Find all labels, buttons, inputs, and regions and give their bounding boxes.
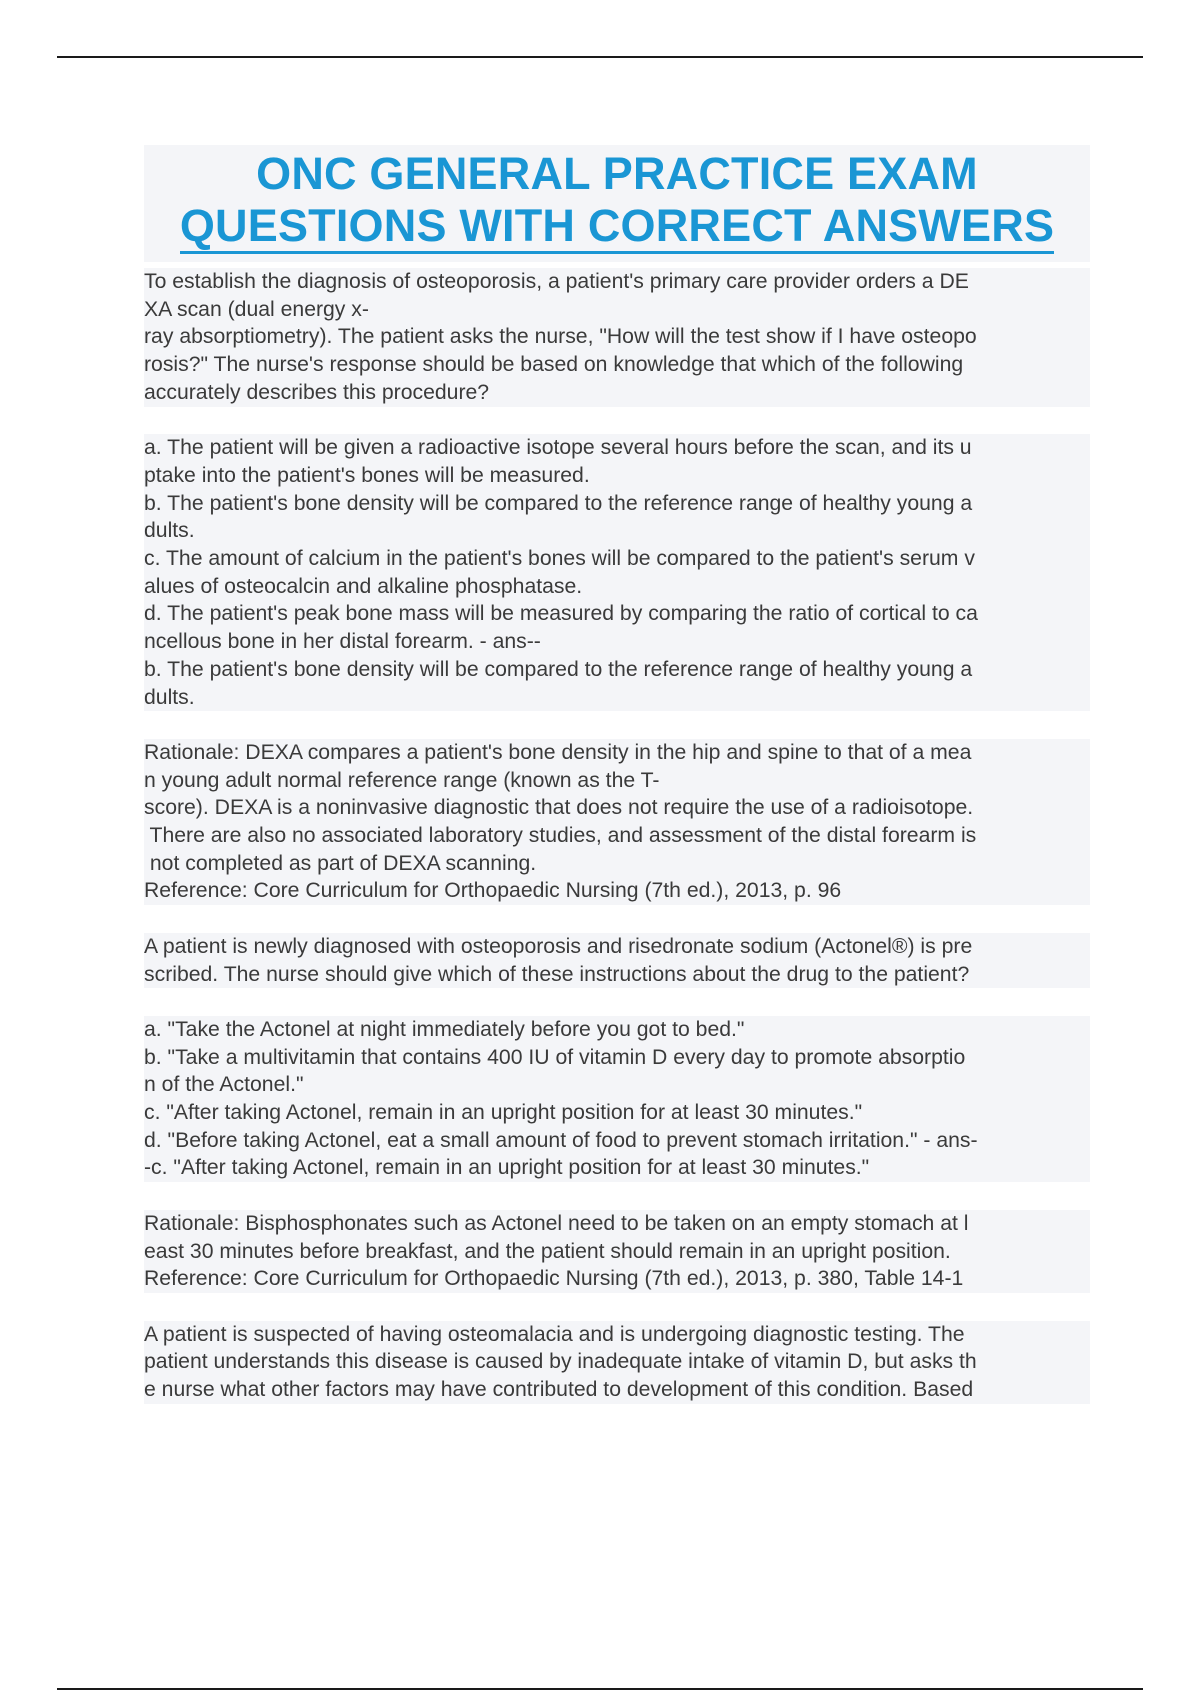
text-line: not completed as part of DEXA scanning. [144, 850, 1090, 878]
text-line: accurately describes this procedure? [144, 379, 1090, 407]
text-line: XA scan (dual energy x- [144, 296, 1090, 324]
text-line: d. The patient's peak bone mass will be measured by comparing the ratio of cortical to ca [144, 600, 1090, 628]
text-line: A patient is newly diagnosed with osteoporosis and risedronate sodium (Actonel®) is pre [144, 933, 1090, 961]
blank-line [144, 905, 1090, 933]
text-line: Rationale: DEXA compares a patient's bone density in the hip and spine to that of a mea [144, 739, 1090, 767]
text-line: ncellous bone in her distal forearm. - ans-- [144, 628, 1090, 656]
text-line: alues of osteocalcin and alkaline phosphatase. [144, 573, 1090, 601]
text-line: A patient is suspected of having osteomalacia and is undergoing diagnostic testing. The [144, 1321, 1090, 1349]
text-line: -c. "After taking Actonel, remain in an upright position for at least 30 minutes." [144, 1154, 1090, 1182]
text-line: c. "After taking Actonel, remain in an upright position for at least 30 minutes." [144, 1099, 1090, 1127]
top-divider [57, 56, 1143, 58]
text-line: Rationale: Bisphosphonates such as Actonel need to be taken on an empty stomach at l [144, 1210, 1090, 1238]
text-line: ptake into the patient's bones will be measured. [144, 462, 1090, 490]
text-line: a. "Take the Actonel at night immediately before you got to bed." [144, 1016, 1090, 1044]
blank-line [144, 711, 1090, 739]
title-line-1: ONC GENERAL PRACTICE EXAM [256, 148, 978, 199]
bottom-divider [57, 1688, 1143, 1690]
text-line: e nurse what other factors may have contributed to development of this condition. Based [144, 1376, 1090, 1404]
text-line: d. "Before taking Actonel, eat a small amount of food to prevent stomach irritation." - ans- [144, 1127, 1090, 1155]
text-line: n young adult normal reference range (known as the T- [144, 767, 1090, 795]
text-line: To establish the diagnosis of osteoporosis, a patient's primary care provider orders a DE [144, 268, 1090, 296]
blank-line [144, 1182, 1090, 1210]
document-body [144, 268, 1090, 1404]
blank-line [144, 988, 1090, 1016]
text-line: dults. [144, 517, 1090, 545]
blank-line [144, 407, 1090, 435]
text-line: a. The patient will be given a radioactive isotope several hours before the scan, and its u [144, 434, 1090, 462]
text-line: b. The patient's bone density will be compared to the reference range of healthy young a [144, 656, 1090, 684]
text-line: There are also no associated laboratory studies, and assessment of the distal forearm is [144, 822, 1090, 850]
text-line: Reference: Core Curriculum for Orthopaedic Nursing (7th ed.), 2013, p. 380, Table 14-1 [144, 1265, 1090, 1293]
text-line: b. The patient's bone density will be compared to the reference range of healthy young a [144, 490, 1090, 518]
text-line: dults. [144, 684, 1090, 712]
text-line: scribed. The nurse should give which of these instructions about the drug to the patient? [144, 961, 1090, 989]
text-line: rosis?" The nurse's response should be based on knowledge that which of the following [144, 351, 1090, 379]
text-line: Reference: Core Curriculum for Orthopaedic Nursing (7th ed.), 2013, p. 96 [144, 877, 1090, 905]
blank-line [144, 1293, 1090, 1321]
title-line-2: QUESTIONS WITH CORRECT ANSWERS [180, 201, 1054, 254]
text-line: c. The amount of calcium in the patient's bones will be compared to the patient's serum v [144, 545, 1090, 573]
text-line: score). DEXA is a noninvasive diagnostic that does not require the use of a radioisotope. [144, 794, 1090, 822]
text-line: east 30 minutes before breakfast, and the patient should remain in an upright position. [144, 1238, 1090, 1266]
text-line: ray absorptiometry). The patient asks the nurse, "How will the test show if I have osteopo [144, 323, 1090, 351]
text-line: patient understands this disease is caused by inadequate intake of vitamin D, but asks th [144, 1348, 1090, 1376]
text-line: b. "Take a multivitamin that contains 400 IU of vitamin D every day to promote absorptio [144, 1044, 1090, 1072]
title-block [144, 145, 1090, 262]
document-page [144, 145, 1090, 1404]
text-line: n of the Actonel." [144, 1071, 1090, 1099]
